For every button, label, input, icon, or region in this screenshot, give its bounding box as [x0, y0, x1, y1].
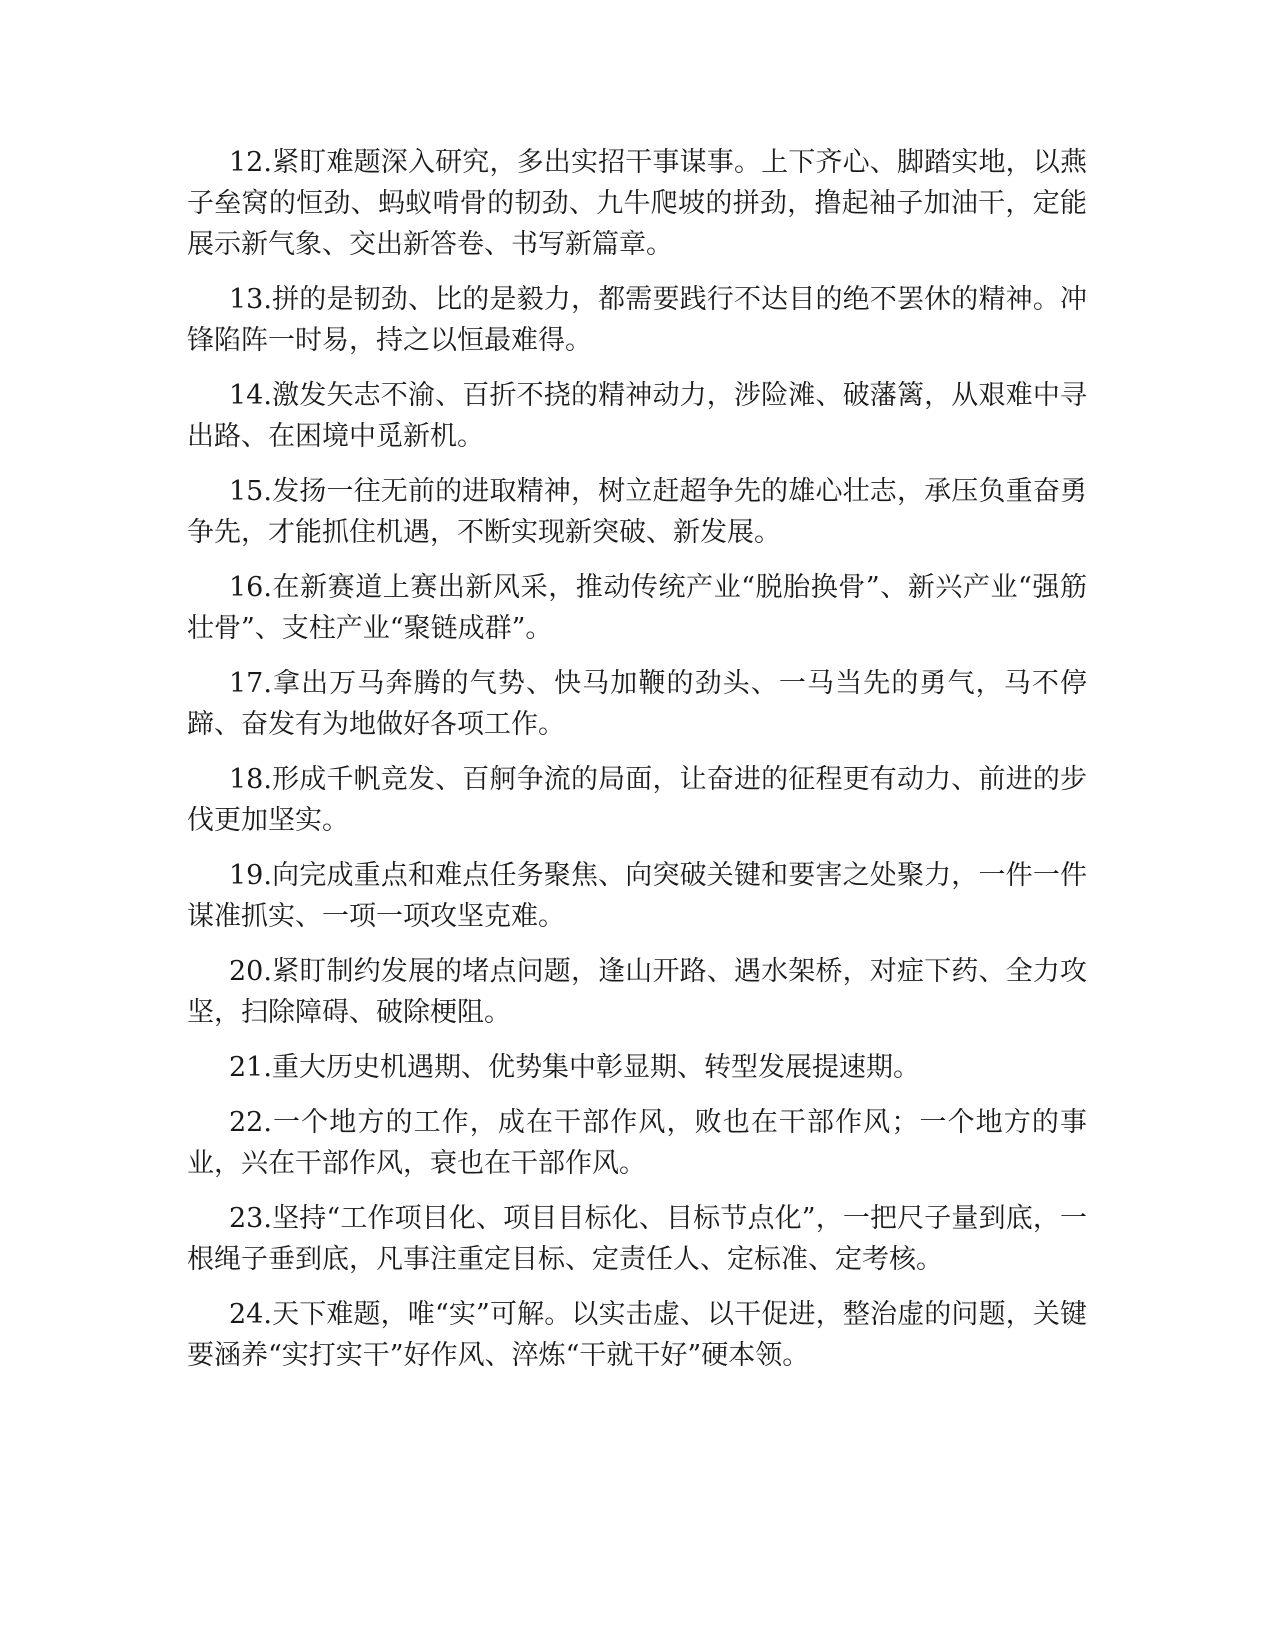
- paragraph-13: 13.拼的是韧劲、比的是毅力，都需要践行不达目的绝不罢休的精神。冲锋陷阵一时易，持之以恒最难得。: [187, 284, 1087, 356]
- paragraph-22: 22.一个地方的工作，成在干部作风，败也在干部作风；一个地方的事业，兴在干部作风，衰也在干部作风。: [187, 1107, 1087, 1179]
- paragraph-21: 21.重大历史机遇期、优势集中彰显期、转型发展提速期。: [229, 1052, 920, 1083]
- paragraph-18: 18.形成千帆竞发、百舸争流的局面，让奋进的征程更有动力、前进的步伐更加坚实。: [187, 764, 1087, 836]
- paragraph-12: 12.紧盯难题深入研究，多出实招干事谋事。上下齐心、脚踏实地，以燕子垒窝的恒劲、蚂蚁啃骨的韧劲、九牛爬坡的拼劲，撸起袖子加油干，定能展示新气象、交出新答卷、书写新篇章。: [187, 147, 1087, 260]
- document-body: [187, 142, 1087, 1390]
- paragraph-17: 17.拿出万马奔腾的气势、快马加鞭的劲头、一马当先的勇气，马不停蹄、奋发有为地做好各项工作。: [187, 668, 1087, 740]
- paragraph-14: 14.激发矢志不渝、百折不挠的精神动力，涉险滩、破藩篱，从艰难中寻出路、在困境中觅新机。: [187, 380, 1087, 452]
- paragraph-20: 20.紧盯制约发展的堵点问题，逢山开路、遇水架桥，对症下药、全力攻坚，扫除障碍、破除梗阻。: [187, 956, 1087, 1028]
- paragraph-16: 16.在新赛道上赛出新风采，推动传统产业“脱胎换骨”、新兴产业“强筋壮骨”、支柱产业“聚链成群”。: [187, 572, 1087, 644]
- paragraph-15: 15.发扬一往无前的进取精神，树立赶超争先的雄心壮志，承压负重奋勇争先，才能抓住机遇，不断实现新突破、新发展。: [187, 476, 1087, 548]
- paragraph-24: 24.天下难题，唯“实”可解。以实击虚、以干促进，整治虚的问题，关键要涵养“实打实干”好作风、淬炼“干就干好”硬本领。: [187, 1299, 1087, 1371]
- paragraph-19: 19.向完成重点和难点任务聚焦、向突破关键和要害之处聚力，一件一件谋准抓实、一项一项攻坚克难。: [187, 860, 1087, 932]
- paragraph-23: 23.坚持“工作项目化、项目目标化、目标节点化”，一把尺子量到底，一根绳子垂到底，凡事注重定目标、定责任人、定标准、定考核。: [187, 1203, 1087, 1275]
